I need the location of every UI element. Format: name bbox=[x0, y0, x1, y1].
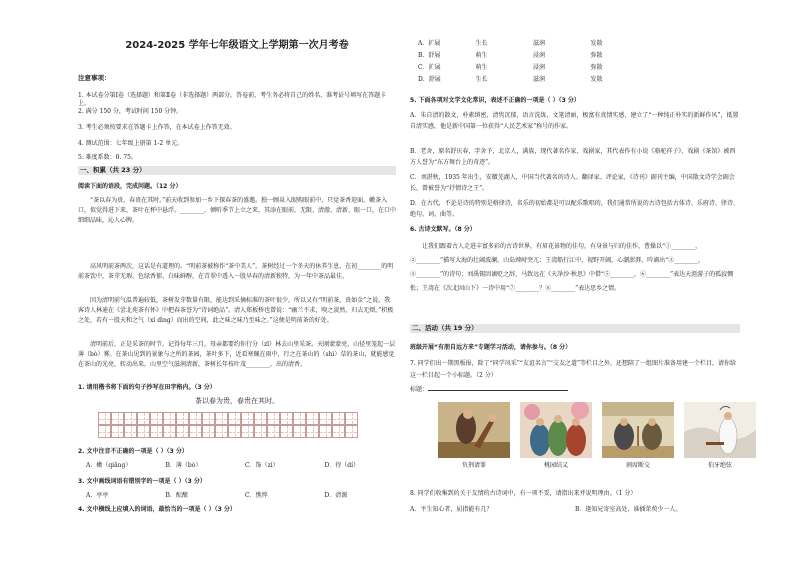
q3-option-b[interactable]: B．酝酿 bbox=[165, 492, 188, 499]
question-7: 7. 同学们出一期黑板报，除了“同学风采”“友谊名言”“交友之道”等栏目之外，还想陪了一组图片准备用建一个栏目，请你给这一栏目起一个小标题。（2 分） bbox=[410, 360, 737, 379]
copy-sentence: 茶以春为贵，春贵在其时。 bbox=[195, 397, 279, 405]
notice-item-3: 3. 考生必须按要求在答题卡上作答，在本试卷上作答无效。 bbox=[78, 124, 236, 131]
notice-heading: 注意事项： bbox=[78, 74, 111, 82]
question-2: 2. 文中注音不正确的一项是（ ）（3 分） bbox=[78, 448, 188, 455]
picture-taoyuanjieyi bbox=[520, 402, 592, 469]
page-title: 2024-2025 学年七年级语文上学期第一次月考卷 bbox=[125, 40, 349, 51]
q3-option-c[interactable]: C．憔悴 bbox=[245, 492, 268, 499]
q4-option-row-b[interactable]: B．舒展 萌生 浸润 弥散 bbox=[418, 52, 603, 59]
picture-row bbox=[438, 402, 756, 469]
q3-option-a[interactable]: A．亭亭 bbox=[86, 492, 109, 499]
passage-paragraph-1: “茶以春为贵，春贵在其时。”前天收到参加一乡下探春茶的盛邀。独一顾泉入眼购眼前中，只觉茶香迎面，嫩茶入口，似觉得进下来，茶叶在杯中悬浮。________，倾听季节上立之来，其添在眼前，无限、清澈、清新、眼一口，在口中细细品味，沁人心脾。 bbox=[78, 197, 396, 224]
gexiduanjiao-image bbox=[602, 402, 674, 458]
question-8: 8. 同学们收集到的关于友情的古诗词中，有一项不妥，请指出来并说明理由。（1 分） bbox=[410, 490, 637, 497]
q8-option-a[interactable]: A．平生知心者，屈指能有几？ bbox=[410, 506, 493, 513]
picture-fuxingqingzui bbox=[438, 402, 510, 469]
q5-option-d[interactable]: D．在古代，不论是诗的特别是格律诗，名乐的初始都是可以配乐歌唱的，我们通常所说的古诗包括古体诗、乐府诗、律诗、绝句、词、曲等。 bbox=[410, 200, 739, 218]
notice-item-4: 4. 测试范围：七年级上册第 1-2 单元。 bbox=[78, 140, 184, 147]
picture-caption-3: 割席断交 bbox=[625, 462, 650, 469]
q2-option-d[interactable]: D．待（dí） bbox=[324, 462, 360, 469]
question-3: 3. 文中画线词语有错别字的一项是（ ）（3 分） bbox=[78, 478, 206, 485]
title-answer-line[interactable]: 标题： bbox=[410, 386, 568, 394]
notice-item-2: 2. 满分 150 分，考试时间 150 分钟。 bbox=[78, 108, 183, 115]
question-1: 1. 请用楷书将下面的句子抄写在田字格内。（3 分） bbox=[78, 384, 216, 391]
picture-boyajuexian bbox=[684, 402, 756, 469]
section-bar-2: 二、活动（共 19 分） bbox=[410, 324, 740, 333]
picture-caption-1: 负荆请罪 bbox=[461, 462, 486, 469]
q8-option-b[interactable]: B．逢知兄寄室高处，谁插茱萸少一人。 bbox=[575, 506, 682, 513]
q5-option-c[interactable]: C．刘湛秋，1935 年出生，安徽芜湖人，中国当代著名的诗人、翻译家、评论家，《诗刊》副刊主编，中国散文诗学会副会长，曾被誉为“抒情诗之王”。 bbox=[410, 174, 735, 192]
activity-heading: 班级开展“有朋自远方来”专题学习活动，请你参与。（8 分） bbox=[410, 344, 572, 351]
q6-dictation-text[interactable]: 让我们跟着古人走进丰富多彩的古诗世界，有眉花景物的佳句，有身景与归的佳作，曹操以“①________，②________”描写大海的壮阔波澜，山岛竦峙突兀；王湾船行江中，视野开阔，心潮澎湃，吟诵出“③________，④________”的诗句；刘禹锡因谪贬之辞，马致远在《天净沙·秋思》中借“⑤________，⑥________”表达天涯游子的孤寂惆怅；王湾在《次北固山下》一诗中用“⑦________？⑧________”表达思乡之情。 bbox=[410, 243, 734, 292]
boyajuexian-image bbox=[684, 402, 756, 458]
q3-option-d[interactable]: D．清源 bbox=[324, 492, 348, 499]
passage-paragraph-4: 清明前后，正是采茶的时节。记得每年三月，母亲都要约你行分（zī）林去山里采茶。天刚蒙蒙亮，山径里笼起一层薄（bò）雾。在茶山见到的景象与之所的茶园，茶叶多下，近看寒佩在雨中，行之在茶山的（shì）草的茶山，就能感觉在茶山的光亮，转动出来，山里空气滋润清新，茶树长年枝叶茂________，出的清香。 bbox=[78, 341, 396, 368]
notice-item-1: 1. 本试卷分第Ⅰ卷（选择题）和第Ⅱ卷（非选择题）两部分。答卷前，考生务必将自己的姓名、准考证号填写在答题卡上。 bbox=[78, 92, 387, 107]
writing-grid[interactable] bbox=[98, 412, 358, 438]
q2-option-b[interactable]: B．薄（bò） bbox=[165, 462, 202, 469]
notice-item-5: 5. 难度系数：0. 75。 bbox=[78, 154, 137, 161]
q5-option-a[interactable]: A．朱自清的散文，朴素缜密，清隽沉郁，语言洗练，文笔清丽，极富有真情实感，建立了“一种纯正朴实的新鲜作风”，抵置自清实感，他是新中国第一位获得“人民艺术家”称号的作家。 bbox=[410, 112, 739, 130]
question-6: 6. 古诗文默写。（8 分） bbox=[410, 226, 476, 233]
picture-caption-4: 伯牙绝弦 bbox=[707, 462, 732, 469]
q5-option-b[interactable]: B．老舍，原名舒庆春，字舍予，北京人，满族，现代著名作家、戏剧家，其代表作有小说《骆驼祥子》、戏剧《茶馆》被西方人誉为“东方舞台上的奇迹”。 bbox=[410, 148, 736, 166]
question-4-options-table bbox=[418, 38, 648, 86]
q4-option-row-d[interactable]: D．舒展 生长 滋润 发散 bbox=[418, 76, 603, 83]
question-3-options bbox=[78, 492, 396, 500]
q2-option-a[interactable]: A．嫩（qiǎng） bbox=[86, 462, 132, 469]
q2-option-c[interactable]: C．饰（zì） bbox=[245, 462, 279, 469]
q4-option-row-a[interactable]: A．扩展 生长 滋润 发散 bbox=[418, 40, 603, 47]
question-5: 5. 下面各项对文学文化常识，表述不正确的一项是（ ）（3 分） bbox=[410, 97, 580, 104]
passage-paragraph-2: 高风明前茶两次，这话是有道理的。“明前茶被称作“茶中美人”。茶树经过一个冬天的休养生息，在初________的明前茶饮中，茶芽无瑕、色绿香郁、白味鲜醇，在青翠中透入一股早春的清新独特，为一年中茶品最佳。 bbox=[78, 263, 394, 280]
q4-option-row-c[interactable]: C．扩展 萌生 浸润 弥散 bbox=[418, 64, 603, 71]
section-bar-1: 一、积累（共 23 分） bbox=[78, 166, 396, 175]
question-4: 4. 文中横线上应填入的词语，最恰当的一项是（ ）（3 分） bbox=[78, 506, 236, 513]
picture-caption-2: 桃园结义 bbox=[543, 462, 568, 469]
question-2-options bbox=[78, 462, 396, 470]
picture-gexiduanjiao bbox=[602, 402, 674, 469]
taoyuanjieyi-image bbox=[520, 402, 592, 458]
left-column bbox=[78, 0, 396, 562]
passage-paragraph-3: 因为清明前气温普遍较低，茶树发芽数量有限，能达到采摘标准的茶叶很少，所以又有“明前茶，贵如金”之说。我客诗人林逋在《尝北苑茶有怀》中把春茶誉为“诗词绝品”。清人郑板桥也曾说：“幽兰不求，嗅之淡然，归去无烦。”积极之处，若有一股天和之气（xí dìng）而出的空间，此之味之味乃至味之。”这便是明前茶的好处。 bbox=[78, 297, 394, 324]
reading-heading: 阅读下面的语段，完成问题。（12 分） bbox=[78, 183, 182, 190]
right-column bbox=[410, 0, 740, 562]
fuxingqingzui-image bbox=[438, 402, 510, 458]
